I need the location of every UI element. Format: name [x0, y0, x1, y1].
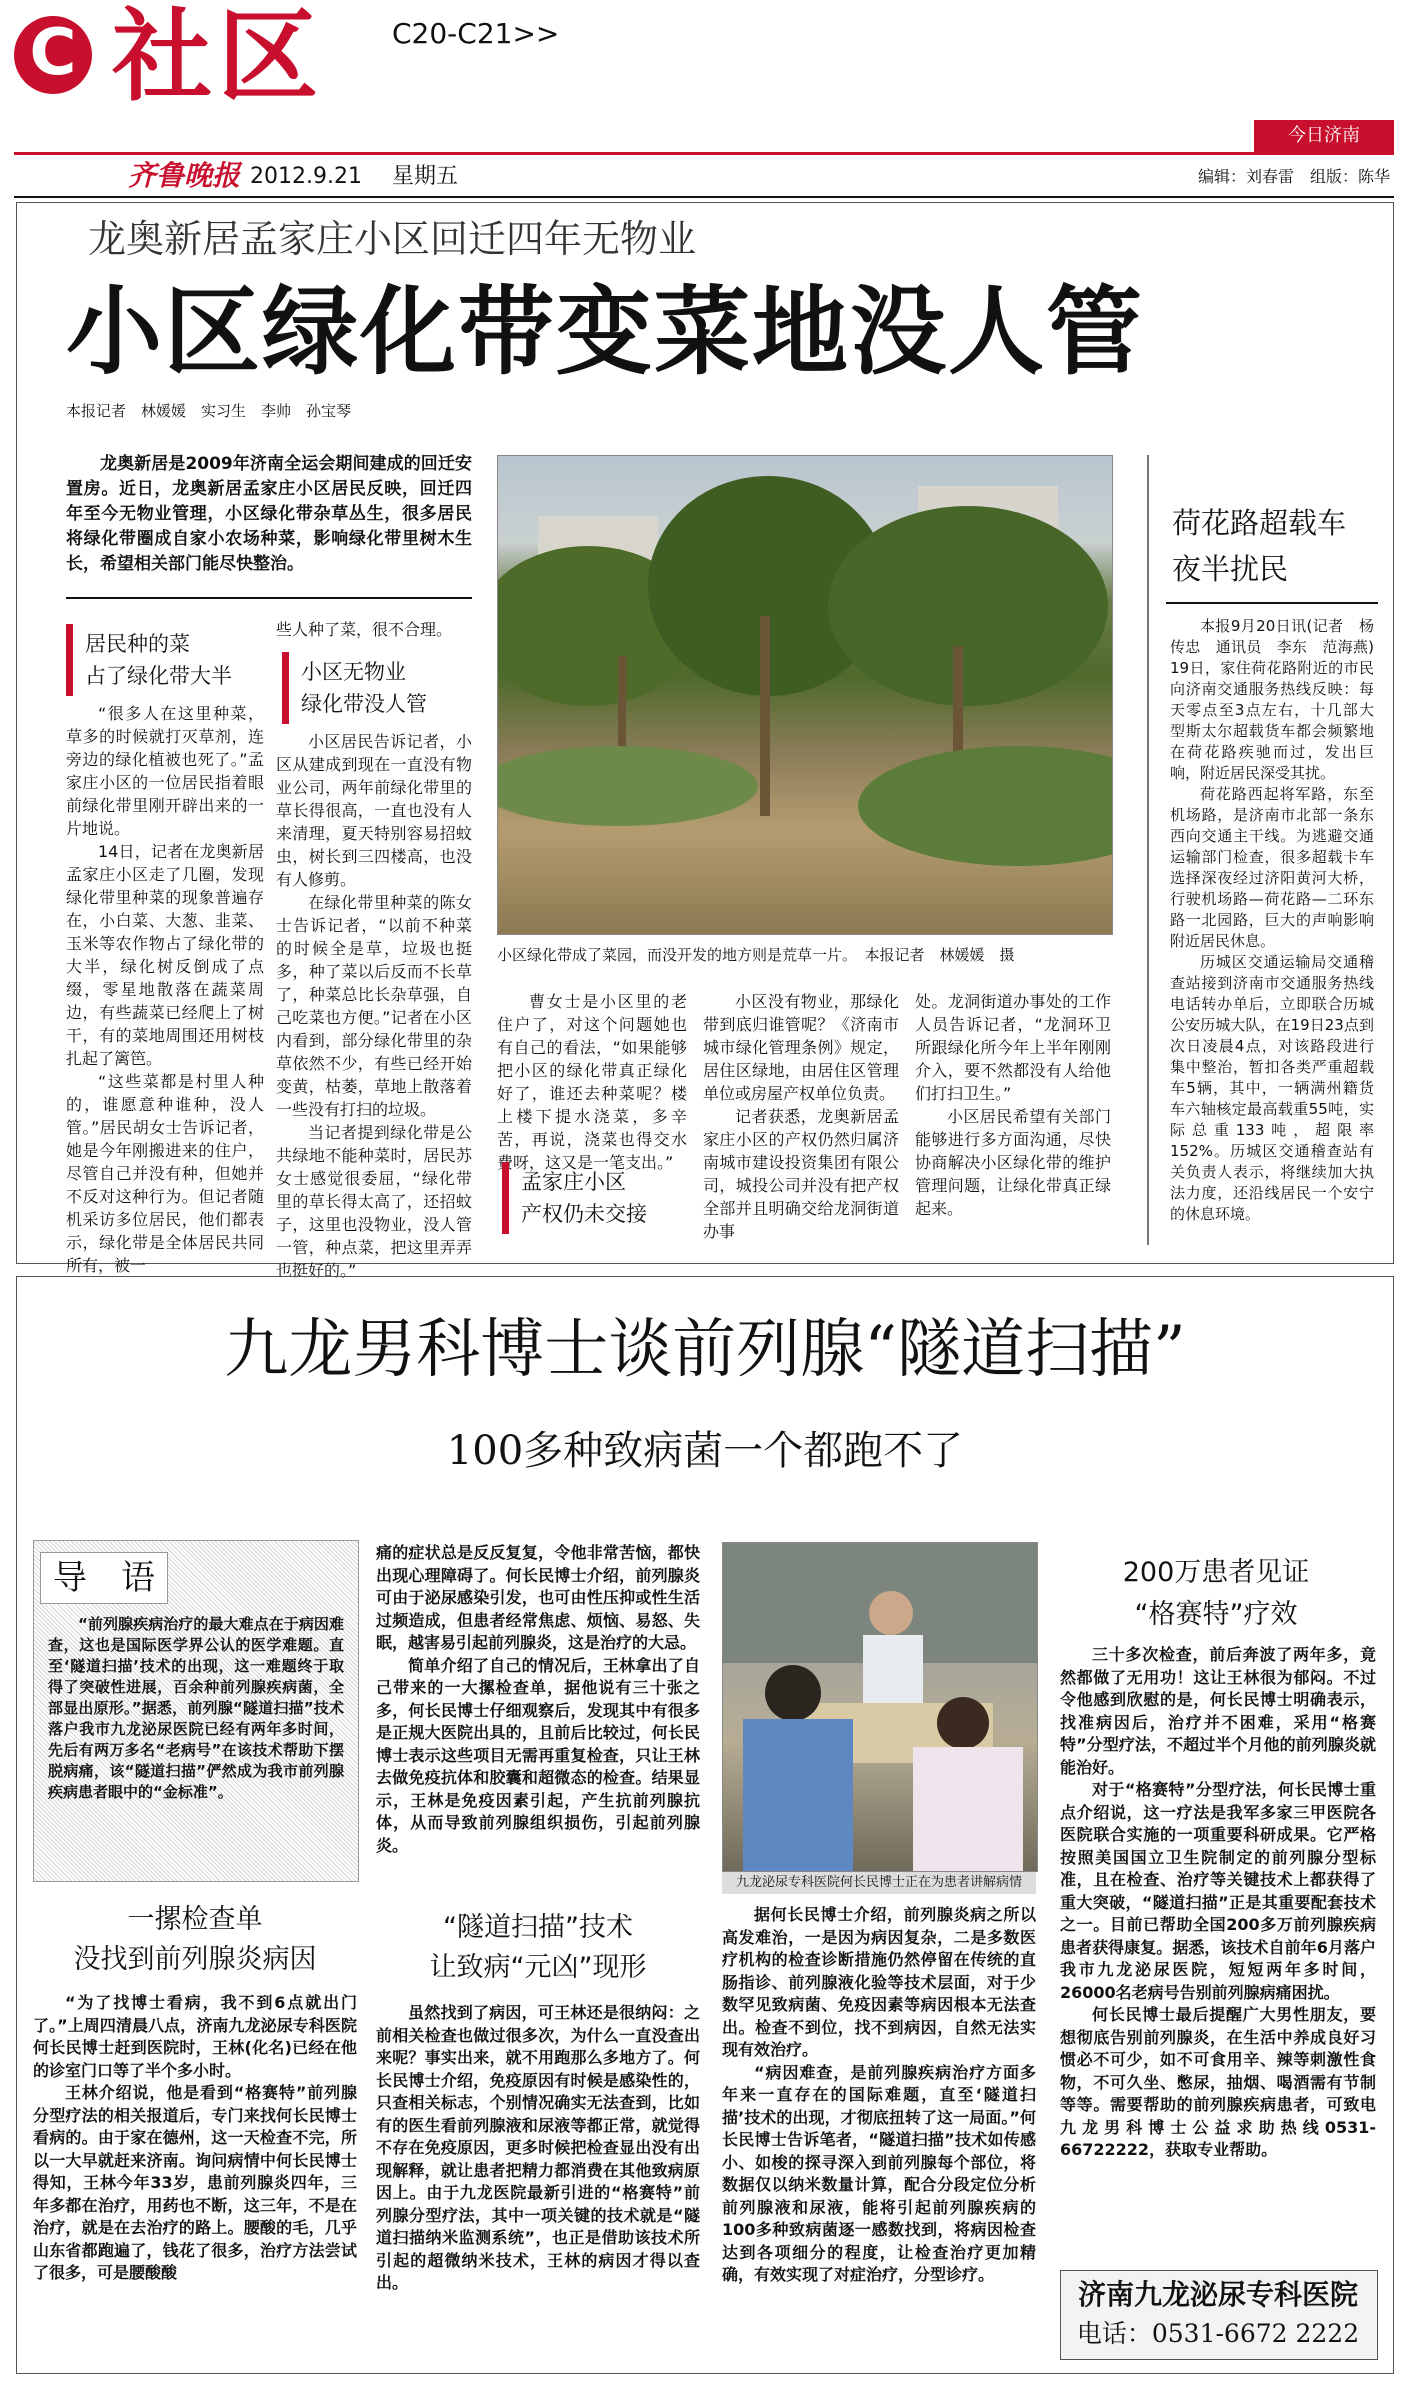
ad-subheadline: 100多种致病菌一个都跑不了: [446, 1428, 964, 1474]
ad-photo-caption: 九龙泌尿专科医院何长民博士正在为患者讲解病情: [722, 1872, 1036, 1894]
ad-col-c-p2: “病因难查，是前列腺疾病治疗方面多年来一直存在的国际难题，直至‘隧道扫描’技术的出现，才彻底扭转了这一局面。”何长民博士告诉笔者，“隧道扫描”技术如传感小、如梭的探寻深入到前列腺每个部位，将数据仅以纳米数量计算，配合分段定位分析前列腺液和尿液，能将引起前列腺疾病的100多种致病菌逐一感数找到，将病因检查达到各项细分的程度，让检查治疗更加精确，有效实现了对症治疗，分型诊疗。: [722, 2062, 1036, 2284]
lead-col2-p2: 在绿化带里种菜的陈女士告诉记者，“以前不种菜的时候全是草，垃圾也挺多，种了菜以后反而不长草了，种菜总比长杂草强，自己吃菜也方便。”记者在小区内看到，部分绿化带里的杂草依然不少，有些已经开始变黄，枯萎，草地上散落着一些没有打扫的垃圾。: [276, 893, 472, 1119]
lead-col3-p1: 曹女士是小区里的老住户了，对这个问题她也有自己的看法，“如果能够把小区的绿化带真正绿化好了，谁还去种菜呢？楼上楼下提水浇菜，多辛苦，再说，浇菜也得交水费呀，这又是一笔支出。”: [497, 992, 687, 1172]
ad-subhead-d-line2: “格赛特”疗效: [1134, 1599, 1298, 1630]
lead-col1-p2: 14日，记者在龙奥新居孟家庄小区走了几圈，发现绿化带里种菜的现象普遍存在，小白菜、大葱、韭菜、玉米等农作物占了绿化带的大半，绿化树反倒成了点缀，零星地散落在蔬菜周边，有些蔬菜已经爬上了树干，有的菜地周围还用树枝扎起了篱笆。: [66, 842, 264, 1068]
ad-col-b-bottom: 虽然找到了病因，可王林还是很纳闷：之前相关检查也做过很多次，为什么一直没查出来呢？事实出来，就不用跑那么多地方了。何长民博士介绍，免疫原因有时候是感染性的，只查相关标志，个别情况确实无法查到，比如有的医生看前列腺液和尿液等都正常，就觉得不存在免疫原因，更多时候把检查显出没有出现解释，就让患者把精力都消费在其他致病原因上。由于九龙医院最新引进的“格赛特”前列腺分型疗法，其中一项关键的技术就是“隧道扫描纳米监测系统”，也正是借助该技术所引起的超微纳米技术，王林的病因才得以查出。: [376, 2003, 700, 2292]
ad-column-a: [33, 1992, 357, 2285]
lead-photo-scene: [498, 456, 1112, 934]
issue-weekday: 星期五: [392, 164, 459, 189]
side-p1: 本报9月20日讯(记者 杨传忠 通讯员 李东 范海燕) 19日，家住荷花路附近的市民向济南交通服务热线反映：每天零点至3点左右，十几部大型斯太尔超载货车都会频繁地在荷花路疾驰而过，发出巨响，附近居民深受其扰。: [1170, 617, 1390, 782]
subhead-vegetables-line1: 居民种的菜: [85, 632, 190, 656]
paper-logo: 齐鲁晚报: [128, 159, 241, 192]
lead-column-3: [497, 990, 687, 1174]
masthead-rule-2: [14, 196, 1394, 198]
ad-col-c-p1: 据何长民博士介绍，前列腺炎病之所以高发难治，一是因为病因复杂，二是多数医疗机构的检查诊断措施仍然停留在传统的直肠指诊、前列腺液化验等技术层面，对于少数罕见致病菌、免疫因素等病因根本无法查出。检查不到位，找不到病因，自然无法实现有效治疗。: [722, 1905, 1036, 2059]
lead-photo: [497, 455, 1113, 935]
ad-subhead-a: [33, 1900, 357, 1980]
ad-col-d-p1: 三十多次检查，前后奔波了两年多，竟然都做了无用功！这让王林很为郁闷。不过令他感到欣慰的是，何长民博士明确表示，找准病因后，治疗并不困难，采用“格赛特”分型疗法，不超过半个月他的前列腺炎就能治好。: [1060, 1645, 1376, 1777]
lead-kicker: 龙奥新居孟家庄小区回迁四年无物业: [88, 217, 697, 261]
side-story-divider: [1147, 455, 1149, 1245]
lead-col4-p2: 记者获悉，龙奥新居孟家庄小区的产权仍然归属济南城市建设投资集团有限公司，城投公司并没有把产权全部并且明确交给龙洞街道办事: [703, 1107, 899, 1241]
lead-col5-p1: 处。龙洞街道办事处的工作人员告诉记者，“龙洞环卫所跟绿化所今年上半年刚刚介入，要不然都没有人给他们打扫卫生。”: [915, 992, 1111, 1103]
lead-col2-p3: 当记者提到绿化带是公共绿地不能种菜时，居民苏女士感觉很委屈，“绿化带里的草长得太高了，还招蚊子，这里也没物业，没人管一管，种点菜，把这里弄弄也挺好的。”: [276, 1123, 472, 1280]
ad-photo-scene: [723, 1543, 1037, 1871]
editor-credits: 编辑：刘春雷 组版：陈华: [1198, 167, 1391, 186]
section-name: 社区: [112, 0, 324, 115]
ad-subhead-d: [1056, 1552, 1376, 1636]
page-range: C20-C21>>: [392, 17, 560, 50]
subhead-ownership-line2: 产权仍未交接: [521, 1202, 647, 1226]
subhead-no-property-line1: 小区无物业: [301, 660, 406, 684]
ad-col-b-top: 痛的症状总是反反复复，令他非常苦恼，都快出现心理障碍了。何长民博士介绍，前列腺炎可由于泌尿感染引发，也可由性压抑或性生活过频造成，但患者经常焦虑、烦恼、易怒、失眠，越害易引起前列腺炎，这是治疗的大忌。: [376, 1543, 700, 1652]
ad-column-b: [376, 1542, 700, 1857]
side-story-headline: [1172, 500, 1346, 592]
side-headline-rule: [1166, 602, 1378, 604]
ad-subhead-b-line2: 让致病“元凶”现形: [429, 1952, 647, 1983]
daoyu-title: 导 语: [40, 1552, 168, 1604]
hospital-name: 济南九龙泌尿专科医院: [1077, 2278, 1358, 2311]
section-tag: 今日济南: [1254, 120, 1394, 152]
lead-intro: [66, 452, 472, 577]
side-story-body: [1170, 616, 1390, 1225]
ad-subhead-a-line1: 一摞检查单: [127, 1904, 263, 1935]
ad-column-c: [722, 1904, 1036, 2287]
hospital-phone: 电话：0531-6672 2222: [1076, 2319, 1360, 2348]
ad-col-a-p1: “为了找博士看病，我不到6点就出门了。”上周四清晨八点，济南九龙泌尿专科医院何长民博士赶到医院时，王林(化名)已经在他的诊室门口等了半个多小时。: [33, 1993, 357, 2080]
side-headline-line2: 夜半扰民: [1172, 552, 1289, 586]
side-p3: 历城区交通运输局交通稽查站接到济南市交通服务热线电话转办单后，立即联合历城公安历城大队，在19日23点到次日凌晨4点，对该路段进行集中整治，暂扣各类严重超载车5辆，其中，一辆满州籍货车六轴核定最高载重55吨，实际总重133吨，超限率152%。历城区交通稽查站有关负责人表示，将继续加大执法力度，还沿线居民一个安宁的休息环境。: [1170, 953, 1374, 1223]
lead-photo-caption: 小区绿化带成了菜园，而没开发的地方则是荒草一片。 本报记者 林媛媛 摄: [497, 946, 1015, 964]
ad-col-d-p2: 对于“格赛特”分型疗法，何长民博士重点介绍说，这一疗法是我军多家三甲医院各医院联合实施的一项重要科研成果。它严格按照美国国立卫生院制定的前列腺分型标准，且在检查、治疗等关键技术上都获得了重大突破，“隧道扫描”正是其重要配套技术之一。目前已帮助全国200多万前列腺疾病患者获得康复。据悉，该技术自前年6月落户我市九龙泌尿医院，短短两年多时间，26000名老病号告别前列腺病痛困扰。: [1060, 1780, 1376, 2002]
ad-subhead-b: [376, 1908, 700, 1988]
lead-column-5: [915, 990, 1111, 1220]
subhead-ownership: [502, 1162, 691, 1234]
issue-date: 2012.9.21: [250, 164, 362, 189]
ad-subhead-b-line1: “隧道扫描”技术: [443, 1912, 633, 1943]
ad-col-d-p3: 何长民博士最后提醒广大男性朋友，要想彻底告别前列腺炎，在生活中养成良好习惯必不可少，如不可食用辛、辣等刺激性食物，不可久坐、憋尿，抽烟、喝酒需有节制等等。需要帮助的前列腺疾病患者，可致电九龙男科博士公益求助热线0531-66722222，获取专业帮助。: [1060, 2005, 1376, 2159]
subhead-vegetables: [66, 624, 275, 696]
lead-col1-p1: “很多人在这里种菜，草多的时候就打灭草剂，连旁边的绿化植被也死了。”孟家庄小区的一位居民指着眼前绿化带里刚开辟出来的一片地说。: [66, 704, 264, 838]
ad-photo: [722, 1542, 1038, 1872]
side-headline-line1: 荷花路超载车: [1172, 506, 1347, 540]
ad-column-d: [1060, 1644, 1376, 2162]
lead-intro-text: 龙奥新居是2009年济南全运会期间建成的回迁安置房。近日，龙奥新居孟家庄小区居民反映，回迁四年至今无物业管理，小区绿化带杂草丛生，很多居民将绿化带圈成自家小农场种菜，影响绿化带里树木生长，希望相关部门能尽快整治。: [66, 454, 472, 574]
subhead-no-property-line2: 绿化带没人管: [301, 692, 427, 716]
lead-col2-p1: 小区居民告诉记者，小区从建成到现在一直没有物业公司，两年前绿化带里的草长得很高，一直也没有人来清理，夏天特别容易招蚊虫，树长到三四楼高，也没有人修剪。: [276, 732, 472, 889]
lead-col1-p3: “这些菜都是村里人种的，谁愿意种谁种，没人管。”居民胡女士告诉记者，她是今年刚搬进来的住户，尽管自己并没有种，但她并不反对这种行为。但记者随机采访多位居民，他们都表示，绿化带是全体居民共同所有，被一: [66, 1072, 264, 1275]
lead-col2-top: 些人种了菜，很不合理。: [276, 620, 453, 639]
lead-col4-p1: 小区没有物业，那绿化带到底归谁管呢？《济南市城市绿化管理条例》规定，居住区绿地，由居住区管理单位或房屋产权单位负责。: [703, 992, 899, 1103]
subhead-vegetables-line2: 占了绿化带大半: [85, 664, 232, 688]
lead-column-2: [276, 730, 472, 1282]
daoyu-body: [48, 1614, 344, 1803]
ad-subhead-d-line1: 200万患者见证: [1122, 1557, 1310, 1588]
lead-col5-p2: 小区居民希望有关部门能够进行多方面沟通，尽快协商解决小区绿化带的维护管理问题，让绿化带真正绿起来。: [915, 1107, 1111, 1218]
ad-subhead-a-line2: 没找到前列腺炎病因: [73, 1944, 317, 1975]
lead-column-4: [703, 990, 899, 1243]
ad-column-b-bottom: [376, 2002, 700, 2295]
masthead-rule: [14, 152, 1394, 155]
ad-headline: 九龙男科博士谈前列腺“隧道扫描”: [224, 1313, 1186, 1387]
subhead-no-property: [282, 652, 481, 724]
daoyu-text: “前列腺疾病治疗的最大难点在于病因难查，这也是国际医学界公认的医学难题。直至‘隧道扫描’技术的出现，这一难题终于取得了突破性进展，百余种前列腺疾病菌，全部显出原形。”据悉，前列腺“隧道扫描”技术落户我市九龙泌尿医院已经有两年多时间，先后有两万多名“老病号”在该技术帮助下摆脱病痛，该“隧道扫描”俨然成为我市前列腺疾病患者眼中的“金标准”。: [48, 1615, 344, 1801]
lead-column-2-top: [276, 618, 472, 641]
lead-headline: 小区绿化带变菜地没人管: [66, 276, 1144, 388]
ad-col-a-p2: 王林介绍说，他是看到“格赛特”前列腺分型疗法的相关报道后，专门来找何长民博士看病的。由于家在德州，这一天检查不完，所以一大早就赶来济南。询问病情中何长民博士得知，王林今年33岁，患前列腺炎四年，三年多都在治疗，用药也不断，这三年，不是在治疗，就是在去治疗的路上。腰酸的毛，几乎山东省都跑遍了，钱花了很多，治疗方法尝试了很多，可是腰酸酸: [33, 2083, 357, 2282]
intro-rule: [66, 597, 472, 599]
section-letter: C: [29, 16, 77, 90]
lead-column-1: [66, 702, 264, 1277]
ad-col-b-mid: 简单介绍了自己的情况后，王林拿出了自己带来的一大摞检查单，据他说有三十张之多，何长民博士仔细观察后，发现其中有很多是正规大医院出具的，且前后比较过，何长民博士表示这些项目无需再重复检查，只让王林去做免疫抗体和胶囊和超微态的检查。结果显示，王林是免疫因素引起，产生抗前列腺抗体，从而导致前列腺组织损伤，引起前列腺炎。: [376, 1655, 700, 1855]
lead-byline: 本报记者 林媛媛 实习生 李帅 孙宝琴: [66, 402, 352, 420]
subhead-ownership-line1: 孟家庄小区: [521, 1170, 626, 1194]
side-p2: 荷花路西起将军路，东至机场路，是济南市北部一条东西向交通主干线。为逃避交通运输部门检查，很多超载卡车选择深夜经过济阳黄河大桥，行驶机场路—荷花路—二环东路一北园路，巨大的声响影响附近居民休息。: [1170, 785, 1374, 950]
